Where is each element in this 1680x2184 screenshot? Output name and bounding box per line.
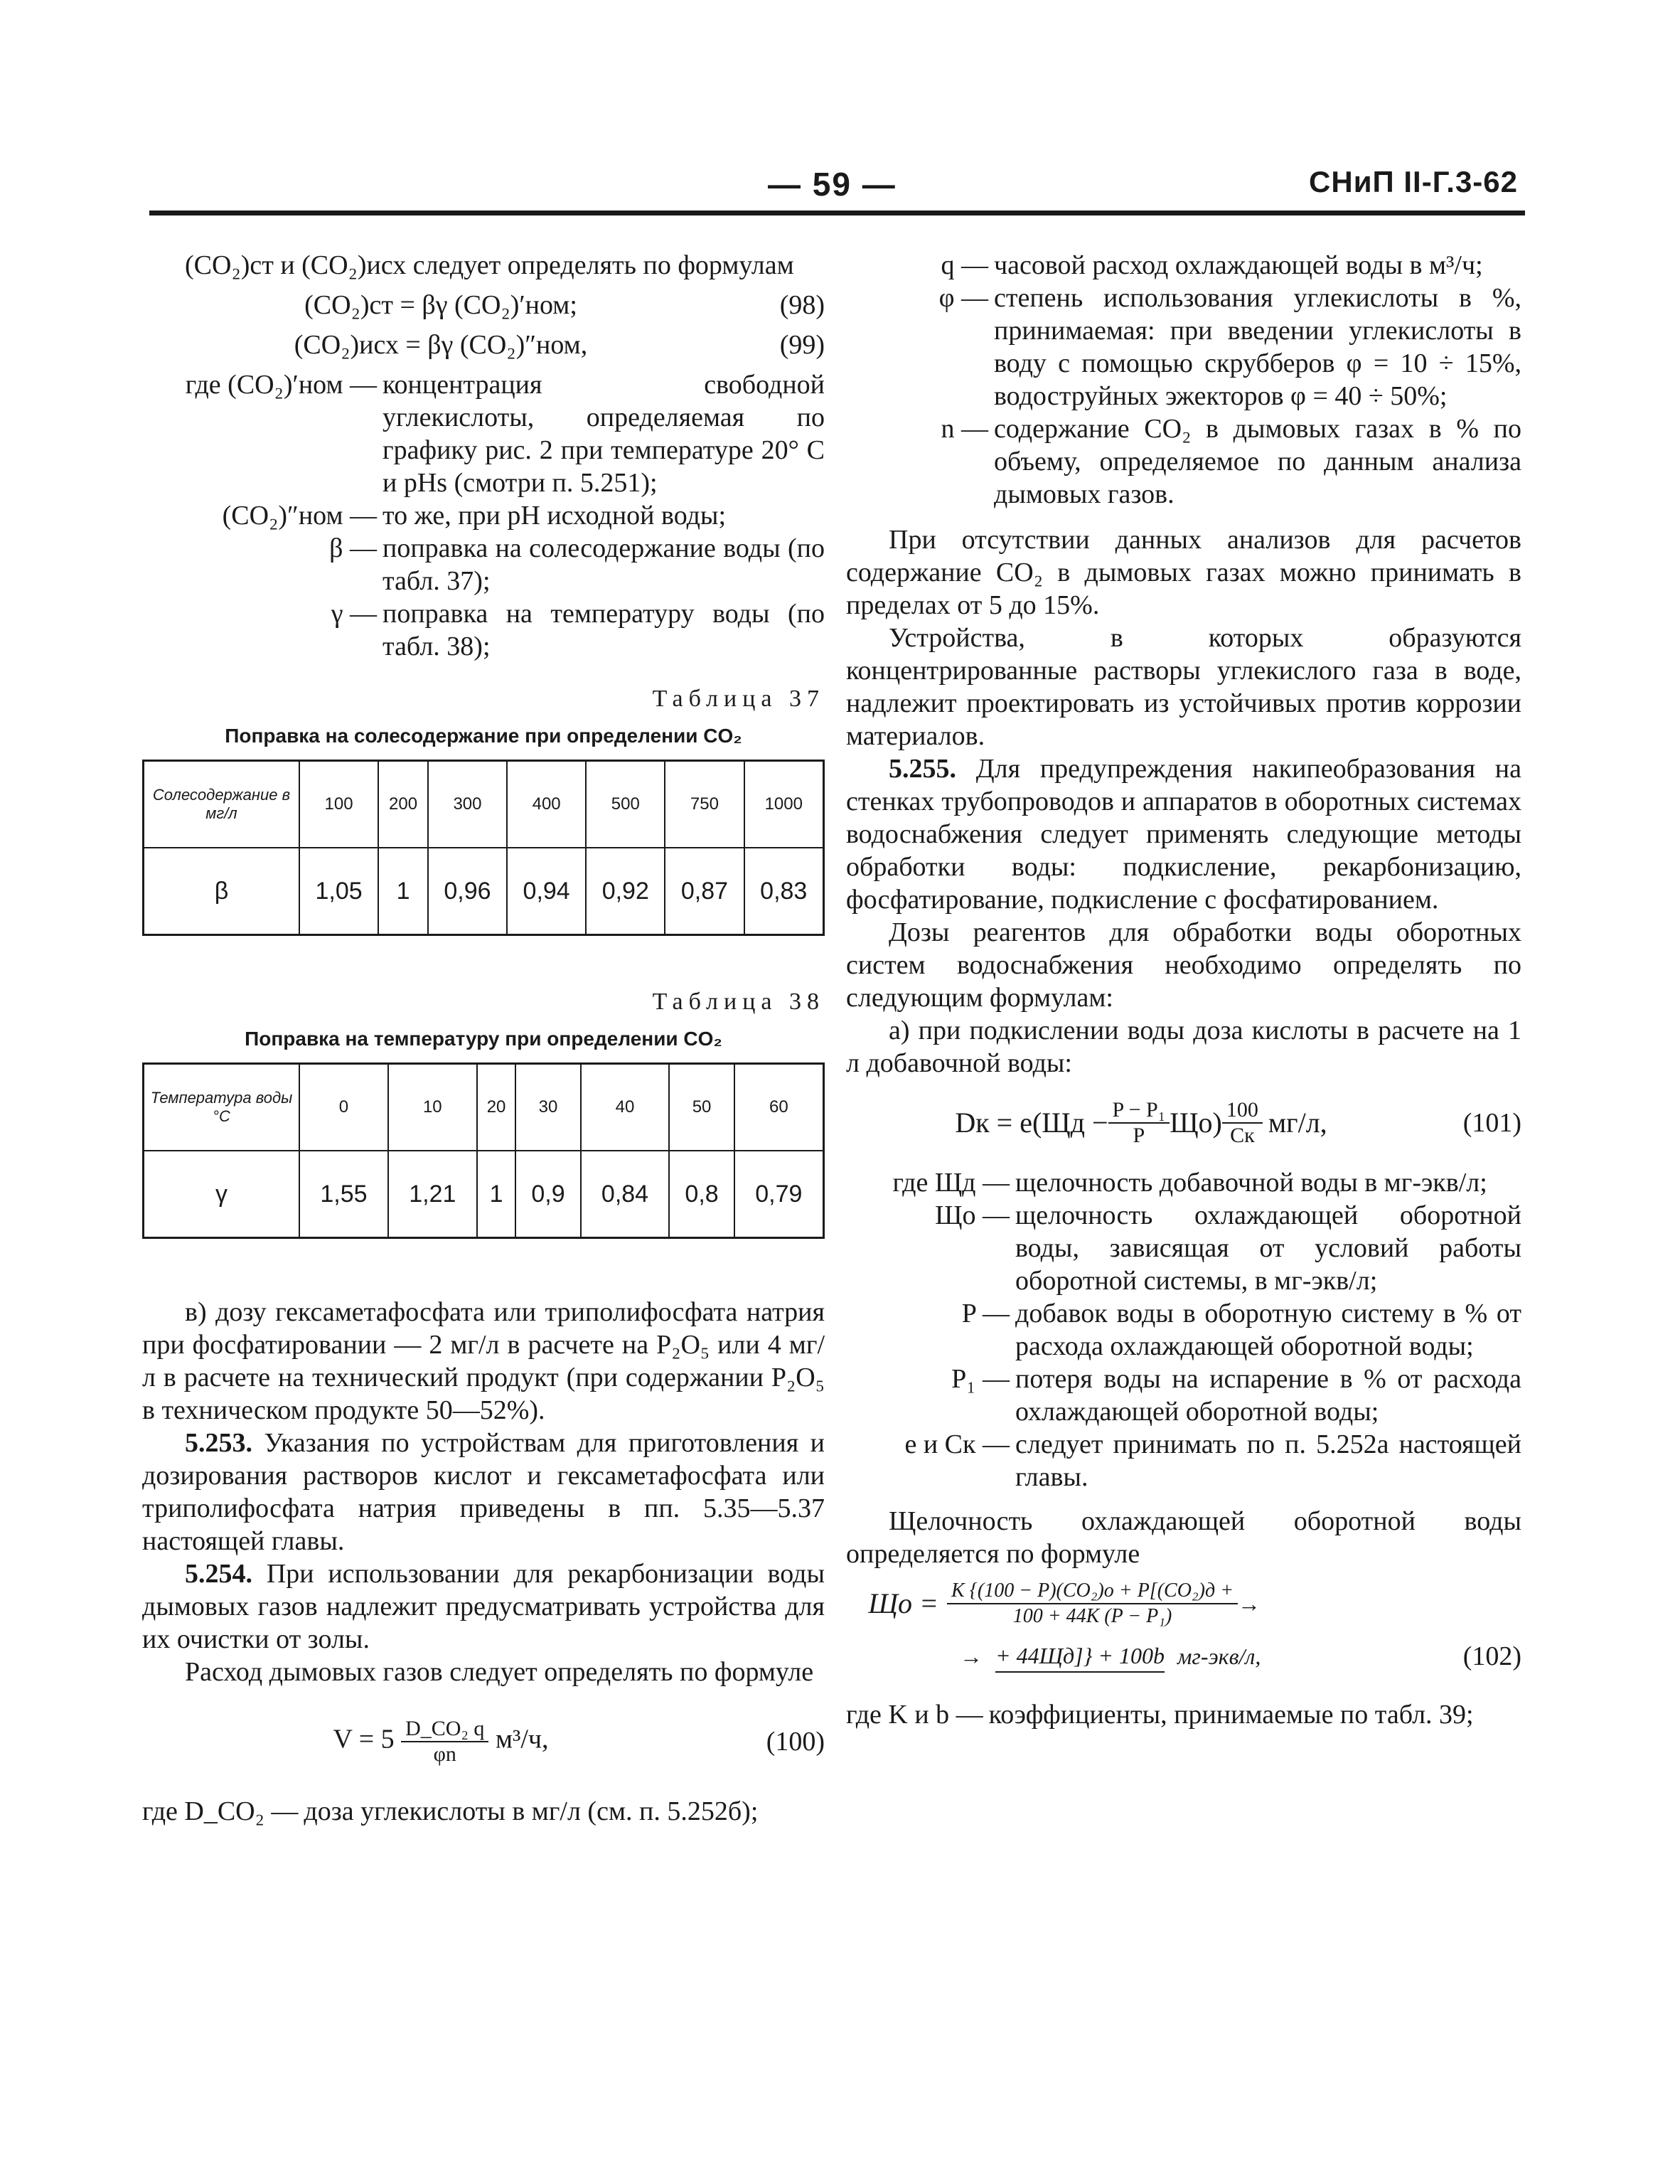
table-cell: 1 [477,1151,516,1238]
table-row [144,848,824,935]
formula-unit: м³/ч, [495,1724,549,1754]
section-number: 5.253. [185,1428,252,1458]
table-cell: 0,8 [669,1151,734,1238]
paragraph-5254 [142,1557,825,1656]
definition-text: концентрация свободной углекислоты, определяемая по графику рис. 2 при температуре 20° С и pHs (смотри п. 5.251); [382,370,825,498]
formula-102-line2 [846,1640,1521,1673]
table-header-cell: Солесодержание в мг/л [144,761,300,848]
definition-symbol: (CO₂)″ном — [222,501,377,531]
definition-co2-nom1 [142,368,825,499]
table-cell: 0,83 [744,848,824,935]
formula-99-number: (99) [779,330,825,360]
formula-99-expr: (CO₂)исх = βγ (CO₂)″ном, [294,330,588,360]
definition-shch-d [846,1166,1521,1199]
definition-symbol: q — [941,250,988,280]
definition-text: то же, при pH исходной воды; [382,501,727,531]
table-header-cell: 300 [428,761,507,848]
table-37-label: Таблица 37 [652,686,825,712]
table-cell: 0,94 [507,848,586,935]
definition-text: часовой расход охлаждающей воды в м³/ч; [994,250,1483,280]
paragraph-5253 [142,1427,825,1557]
fraction-numerator: 100 [1222,1098,1263,1124]
formula-98-expr: (CO₂)ст = βγ (CO₂)′ном; [304,290,577,320]
formula-98-number: (98) [779,290,825,320]
table-row [144,1151,824,1238]
table-header-cell: 400 [507,761,586,848]
table-cell: 1,21 [388,1151,477,1238]
left-column [142,249,825,1828]
table-cell: 0,87 [665,848,744,935]
definition-text: добавок воды в оборотную систему в % от расхода охлаждающей оборотной воды; [1015,1299,1521,1361]
formula-102-number: (102) [1462,1641,1521,1671]
intro-paragraph: (CO₂)ст и (CO₂)исх следует определять по формулам [185,250,794,280]
formula-continuation: + 44Щд]} + 100b [995,1640,1165,1673]
formula-101-number: (101) [1462,1108,1521,1138]
table-38 [142,1062,825,1239]
table-cell: 1,05 [299,848,378,935]
paragraph-flow: Расход дымовых газов следует определять по формуле [185,1657,814,1687]
table-cell: 0,9 [515,1151,580,1238]
definition-q [846,249,1521,282]
definition-text: следует принимать по п. 5.252а настоящей главы. [1015,1429,1521,1492]
formula-arrow: → [960,1644,983,1669]
definition-symbol: β — [329,533,377,563]
section-number: 5.254. [185,1559,252,1589]
definition-phi [846,282,1521,412]
fraction-numerator: P − P₁ [1108,1098,1170,1124]
definition-e-ck [846,1428,1521,1493]
table-header-cell: 0 [299,1064,388,1151]
definition-symbol: Що — [935,1200,1010,1230]
definition-symbol: P₁ — [951,1364,1010,1394]
definition-symbol: где D_CO₂ — [142,1796,299,1826]
definition-symbol: φ — [938,283,988,313]
table-row [144,1064,824,1151]
definition-text: степень использования углекислоты в %, принимаемая: при введении углекислоты в воду с помощью скрубберов φ = 10 ÷ 15%, водоструйных эжекторов φ = 40 ÷ 50%; [994,283,1521,411]
definition-n [846,412,1521,511]
table-38-title: Поправка на температуру при определении CO₂ [245,1028,722,1050]
document-code: СНиП II-Г.3-62 [1309,165,1518,198]
definition-symbol: e и Cк — [904,1429,1010,1459]
table-header-cell: 50 [669,1064,734,1151]
table-header-cell: 750 [665,761,744,848]
definition-p1 [846,1363,1521,1428]
paragraph-text: Для предупреждения накипеобразования на стенках трубопроводов и аппаратов в оборотных системах водоснабжения следует применять следующие методы обработки воды: подкисление, рекарбонизацию, фосфатирование, подкисление с фосфатированием. [846,754,1521,915]
definition-text: поправка на температуру воды (по табл. 38); [382,599,825,661]
table-header-cell: 30 [515,1064,580,1151]
table-header-cell: Температура воды °С [144,1064,300,1151]
formula-fraction [1222,1098,1263,1148]
fraction-numerator: D_CO₂ q [401,1717,488,1742]
definition-text: поправка на солесодержание воды (по табл. 37); [382,533,825,596]
definition-shch-o [846,1199,1521,1297]
table-row-label: γ [144,1151,300,1238]
table-header-cell: 200 [378,761,428,848]
table-row [144,761,824,848]
formula-lhs: Що = [868,1587,938,1619]
fraction-denominator: Cк [1230,1124,1255,1147]
formula-fraction [401,1717,488,1767]
paragraph-doses: Дозы реагентов для обработки воды оборотных систем водоснабжения необходимо определять по следующим формулам: [846,917,1521,1013]
paragraph-text: При использовании для рекарбонизации воды дымовых газов надлежит предусматривать устройства для их очистки от золы. [142,1559,825,1654]
formula-100-number: (100) [766,1727,825,1757]
table-row-label: β [144,848,300,935]
fraction-numerator: K {(100 − P)(CO₂)о + P[(CO₂)д + [947,1579,1238,1604]
definition-text: коэффициенты, принимаемые по табл. 39; [988,1700,1474,1730]
definition-gamma [142,597,825,663]
section-number: 5.255. [889,754,956,784]
paragraph-devices: Устройства, в которых образуются концентрированные растворы углекислого газа в воде, надлежит проектировать из устойчивых против коррозии материалов. [846,623,1521,751]
formula-fraction [1108,1098,1170,1148]
paragraph-alkalinity: Щелочность охлаждающей оборотной воды определяется по формуле [846,1506,1521,1569]
table-cell: 1 [378,848,428,935]
table-header-cell: 10 [388,1064,477,1151]
fraction-denominator: P [1133,1124,1145,1147]
definition-k-b [846,1698,1521,1731]
formula-100-expr [142,1717,739,1767]
formula-arrow: → [1238,1591,1261,1616]
definition-text: щелочность добавочной воды в мг-экв/л; [1015,1168,1487,1198]
fraction-denominator: φn [433,1742,456,1766]
definition-symbol: где K и b — [846,1700,983,1730]
definition-symbol: n — [941,414,988,444]
header-rule [149,211,1525,215]
table-38-label: Таблица 38 [652,989,825,1015]
table-cell: 1,55 [299,1151,388,1238]
formula-fraction [947,1579,1238,1629]
table-header-cell: 500 [586,761,665,848]
paragraph-text: Указания по устройствам для приготовления и дозирования растворов кислот и гексаметафосфата или триполифосфата натрия приведены в пп. 5.35—5.37 настоящей главы. [142,1428,825,1556]
definition-p [846,1297,1521,1363]
formula-98 [142,289,825,321]
formula-102-line1 [846,1579,1521,1629]
paragraph-a: а) при подкислении воды доза кислоты в расчете на 1 л добавочной воды: [846,1016,1521,1078]
formula-102 [846,1579,1521,1673]
table-header-cell: 60 [734,1064,824,1151]
definition-co2-nom2 [142,499,825,532]
table-header-cell: 20 [477,1064,516,1151]
table-header-cell: 1000 [744,761,824,848]
paragraph-absent-data: При отсутствии данных анализов для расчетов содержание CO₂ в дымовых газах можно принимать в пределах от 5 до 15%. [846,525,1521,620]
formula-101 [846,1098,1521,1148]
definition-dco2 [142,1795,825,1828]
definition-text: содержание CO₂ в дымовых газах в % по объему, определяемое по данным анализа дымовых газов. [994,414,1521,509]
table-header-cell: 40 [581,1064,670,1151]
fraction-denominator: 100 + 44K (P − P₁) [1012,1605,1172,1627]
definition-text: доза углекислоты в мг/л (см. п. 5.252б); [304,1796,759,1826]
table-cell: 0,96 [428,848,507,935]
formula-mid: Що) [1170,1107,1222,1139]
right-column [846,249,1521,1731]
table-cell: 0,84 [581,1151,670,1238]
formula-100 [142,1717,825,1767]
formula-99 [142,329,825,361]
definition-text: щелочность охлаждающей оборотной воды, зависящая от условий работы оборотной системы, в мг-экв/л; [1015,1200,1521,1296]
formula-lhs: Dк = e(Щд − [955,1107,1108,1139]
definition-symbol: где (CO₂)′ном — [185,370,377,400]
definition-symbol: γ — [331,599,377,629]
formula-lhs: V = 5 [333,1724,395,1754]
table-37 [142,760,825,936]
table-cell: 0,92 [586,848,665,935]
formula-unit: мг/л, [1268,1107,1327,1139]
formula-unit: мг-экв/л, [1177,1644,1261,1669]
definition-symbol: где Щд — [892,1168,1010,1198]
definition-beta [142,532,825,597]
table-header-cell: 100 [299,761,378,848]
table-37-title: Поправка на солесодержание при определении CO₂ [225,725,742,747]
definition-symbol: P — [961,1299,1010,1328]
paragraph-v: в) дозу гексаметафосфата или триполифосфата натрия при фосфатировании — 2 мг/л в расчете на P₂O₅ или 4 мг/л в расчете на технический продукт (при содержании P₂O₅ в техническом продукте 50—52%). [142,1297,825,1425]
paragraph-5255 [846,752,1521,916]
formula-101-expr [846,1098,1436,1148]
table-cell: 0,79 [734,1151,824,1238]
definition-text: потеря воды на испарение в % от расхода охлаждающей оборотной воды; [1015,1364,1521,1427]
page-number: — 59 — [768,166,897,203]
